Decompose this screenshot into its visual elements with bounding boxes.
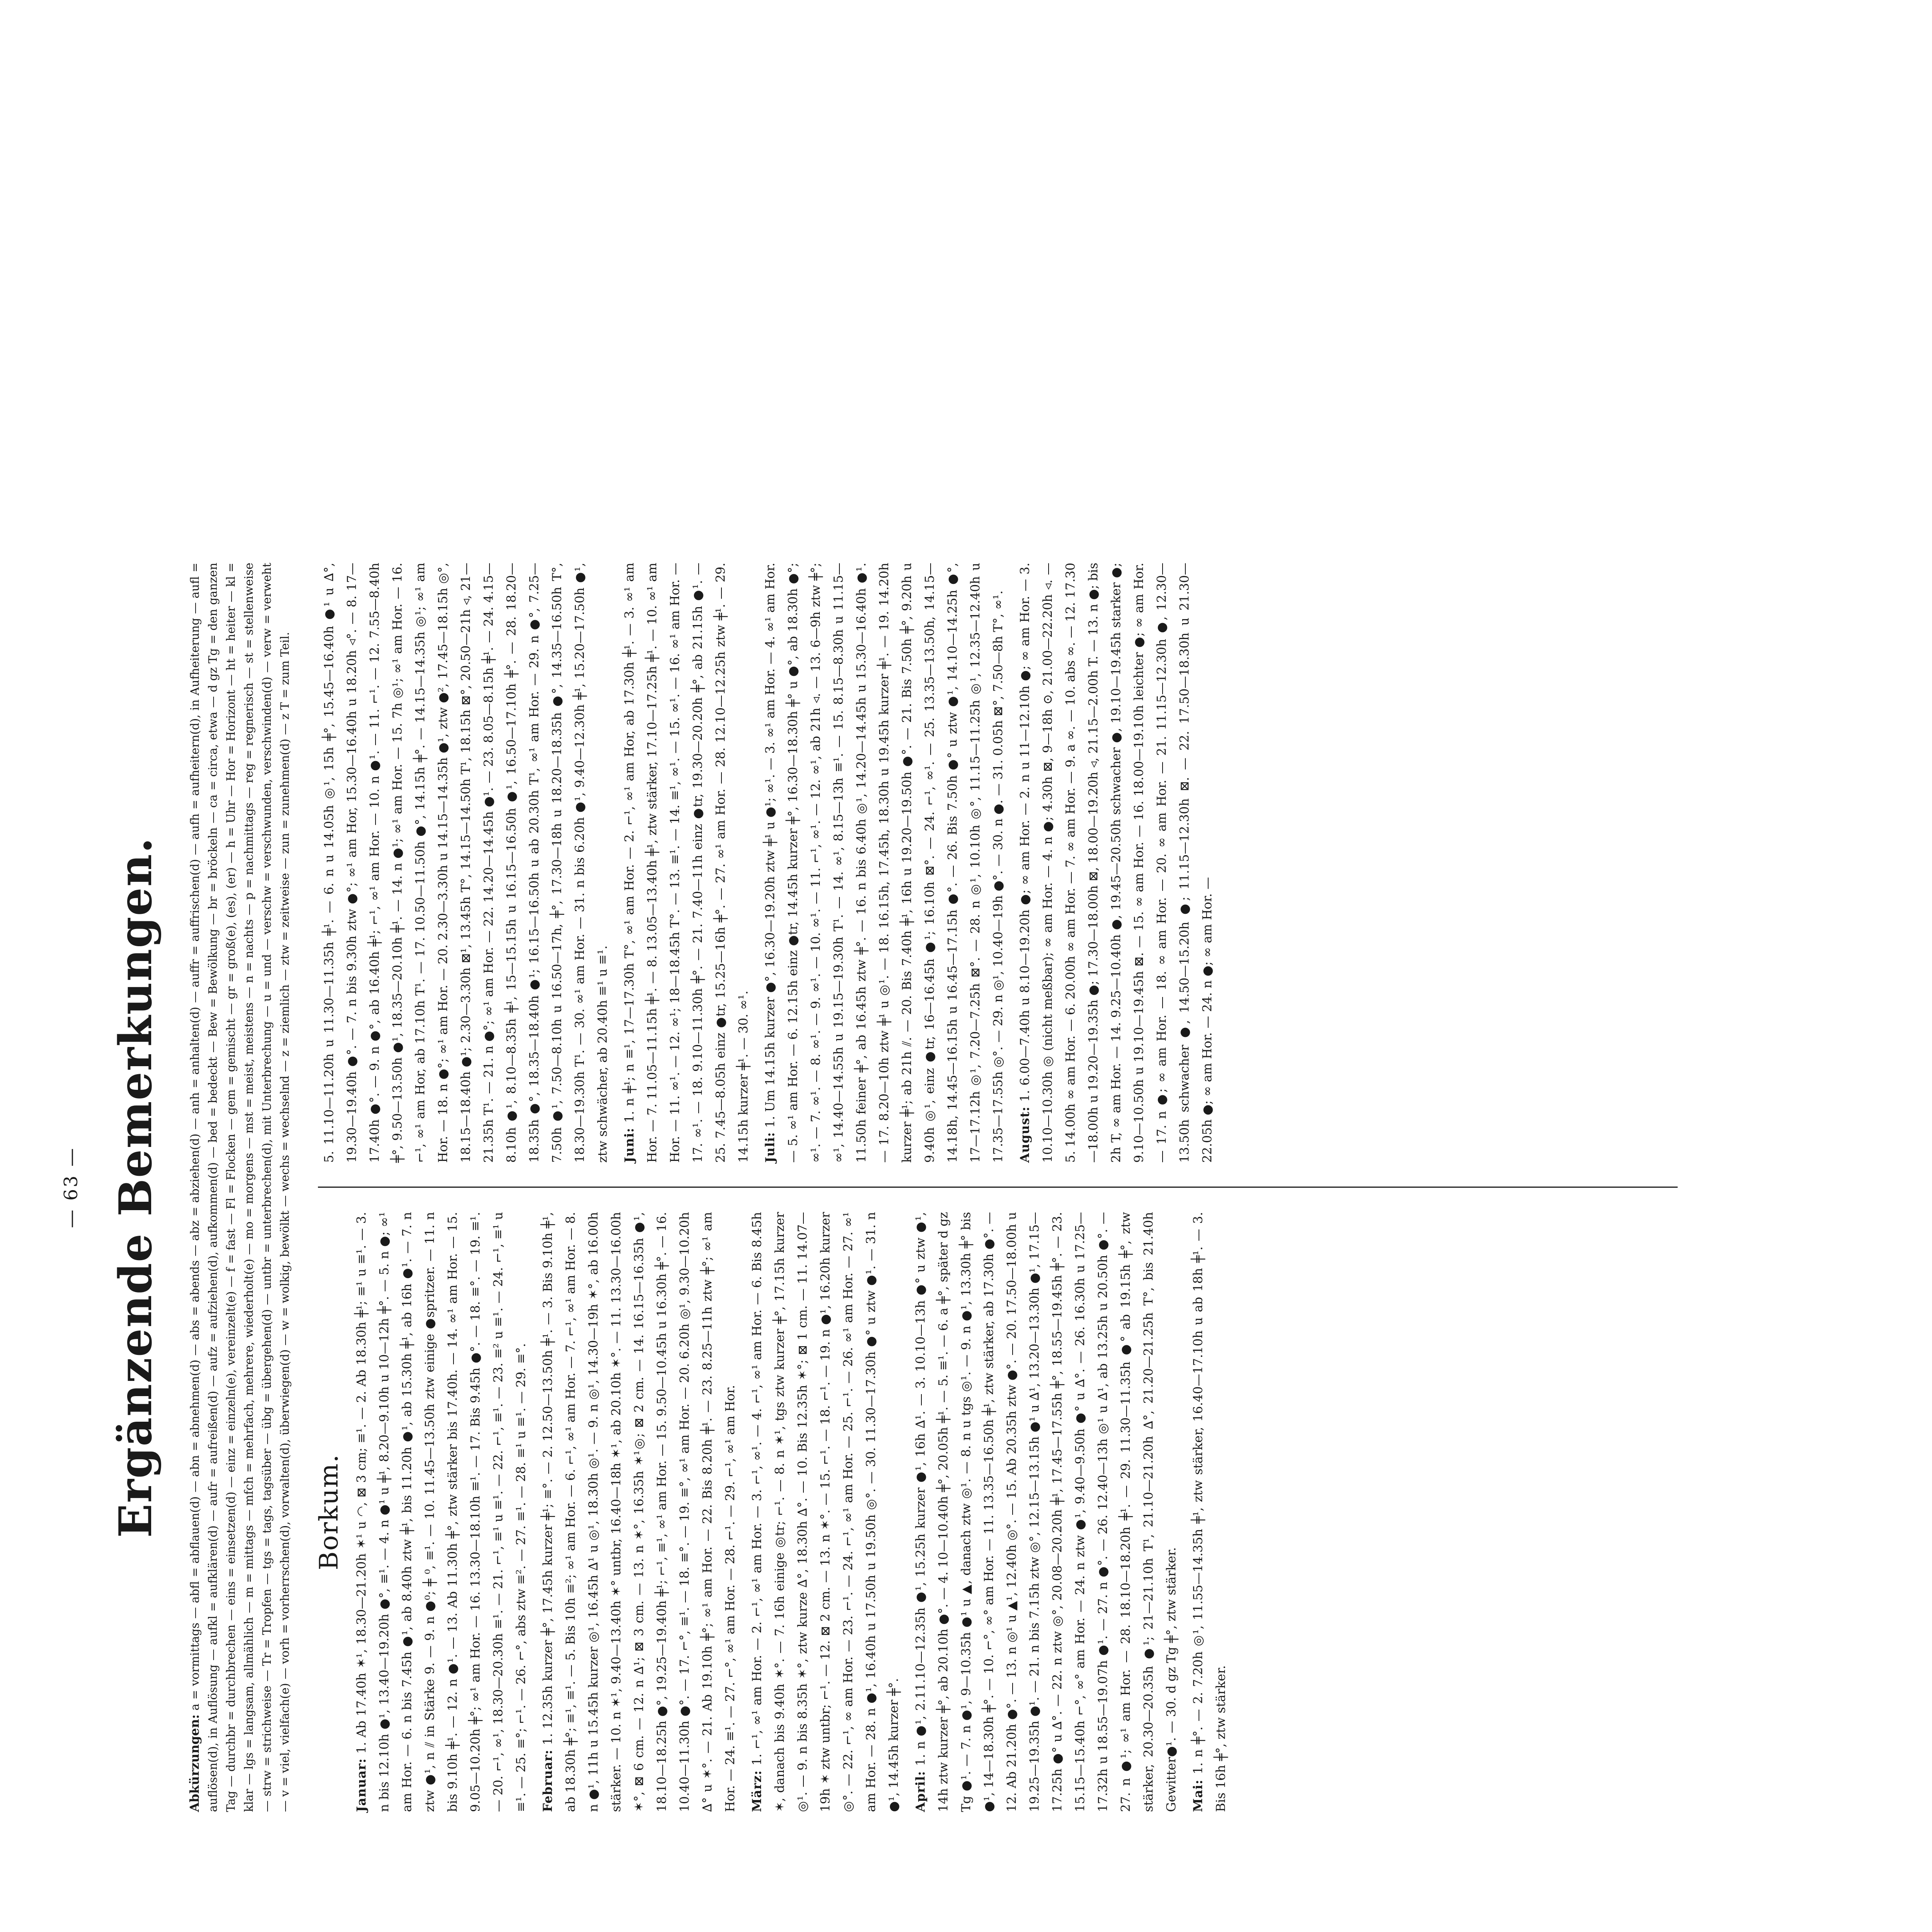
month-entry (1187, 1212, 1233, 1812)
month-label: Mai: (1191, 1779, 1205, 1812)
month-entry (350, 1212, 533, 1812)
month-entry (318, 563, 614, 1163)
month-label: August: (1018, 1106, 1032, 1163)
month-label: März: (750, 1770, 764, 1812)
month-label: Juni: (622, 1127, 637, 1163)
month-entry (746, 1212, 905, 1812)
abbreviations-text: a = vormittags — abfl = abflauen(d) — abn = abnehmen(d) — abs = abends — abz = abziehen(d) — anh = anhalten(d) — auffr = auffrischen(d) — aufh = aufheitern(d), in Aufheiterung — aufl = auflösen(d), in Auflösung — aufkl = aufklären(d) — aufr = aufreißen(d) — aufz = aufziehen(d), aufkommen(d) — bed = bedeckt — Bew = Bewölkung — br = bröckeln — ca = circa, etwa — d gz Tg = den ganzen Tag — durchbr = durchbrechen — eins = einsetzen(d) — einz = einzeln(e), vereinzelt(e) — f = fast — Fl = Flocken — gem = gemischt — gr = groß(e), (es), (er) — h = Uhr — Hor = Horizont — ht = heiter — kl = klar — lgs = langsam, allmählich — m = mittags — mfch = mehrfach, mehrere, wiederholt(e) — mo = morgens — mst = meist, meistens — n = nachts — p = nachmittags — reg = regnerisch — st = stellenweise — strw = strichweise — Tr = Tropfen — tgs = tags, tagsüber — übg = übergehen(d) — untbr = unterbrechen(d), mit Unterbrechung — u = und — verschw = verschwunden, verschwinden(d) — verw = verweht — v = viel, vielfach(e) — vorh = vorherrschen(d), vorwalten(d), überwiegen(d) — w = wolkig, bewölkt — wechs = wechselnd — z = ziemlich — ztw = zeitweise — zun = zunehmen(d) — z T = zum Teil. (188, 562, 292, 1812)
station-heading: Borkum. (314, 1454, 344, 1570)
month-entry (759, 563, 1010, 1163)
right-column (318, 563, 1678, 1163)
month-remarks: 1. ⌐¹, ∞¹ am Hor. — 2. ⌐¹, ∞¹ am Hor. — 3. ⌐¹, ∞¹. — 4. ⌐¹, ∞¹ am Hor. — 6. Bis 8.45h ✶, danach bis 9.40h ✶°. — 7. 16h einige ◎tr; ⌐¹. — 8. n ✶¹, tgs ztw kurzer ╪°, 17.15h kurzer ◎¹. — 9. n bis 8.35h ✶°, ztw kurze ∆°, 18.30h ∆°. — 10. Bis 12.35h ✶°; ⊠ 1 cm. — 11. 14.07—19h ✶ ztw untbr; ⌐¹. — 12. ⊠ 2 cm. — 13. n ✶°. — 15. ⌐¹. — 18. ⌐¹. — 19. n ●¹, 16.20h kurzer ◎°. — 22. ⌐¹, ∞ am Hor. — 23. ⌐¹. — 24. ⌐¹, ∞¹ am Hor. — 25. ⌐¹. — 26. ∞¹ am Hor. — 27. ∞¹ am Hor. — 28. n ●¹, 16.40h u 17.50h u 19.50h ◎°. — 30. 11.30—17.30h ●° u ztw ●¹. — 31. n ●¹, 14.45h kurzer ╪°. (750, 1212, 901, 1812)
month-entry (537, 1212, 742, 1812)
rotated-page (0, 487, 1932, 1932)
month-entry (909, 1212, 1183, 1812)
month-remarks: 1. 6.00—7.40h u 8.10—19.20h ●; ∞ am Hor. — 2. n u 11—12.10h ●; ∞ am Hor. — 3. 10.10—10.30h ◎ (nicht meßbar); ∞ am Hor. — 4. n ●; 4.30h ⊠, 9—18h ⊙, 21.00—22.20h ◃. — 5. 14.00h ∞ am Hor. — 6. 20.00h ∞ am Hor. — 7. ∞ am Hor. — 9. a ∞. — 10. abs ∞. — 12. 17.30—18.00h u 19.20—19.35h ●; 17.30—18.00h ⊠, 18.00—19.20h ◃, 21.15—2.00h T. — 13. n ●; bis 2h T, ∞ am Hor. — 14. 9.25—10.40h ●, 19.45—20.50h schwacher ●, 19.10—19.45h starker ●; 9.10—10.50h u 19.10—19.45h ⊠. — 15. ∞ am Hor. — 16. 18.00—19.10h leichter ●; ∞ am Hor. — 17. n ●; ∞ am Hor. — 18. ∞ am Hor. — 20. ∞ am Hor. — 21. 11.15—12.30h ●, 12.30—13.50h schwacher ●, 14.50—15.20h ●; 11.15—12.30h ⊠. — 22. 17.50—18.30h u 21.30—22.05h ●; ∞ am Hor. — 24. n ●; ∞ am Hor. — (1018, 563, 1215, 1163)
month-entry (618, 563, 755, 1163)
month-remarks: 5. 11.10—11.20h u 11.30—11.35h ╪¹. — 6. n u 14.05h ◎¹, 15h ╪°, 15.45—16.40h ●¹ u ∆°, 19.30—19.40h ●°. — 7. n bis 9.30h ztw ●°; ∞¹ am Hor, 15.30—16.40h u 18.20h ◃°. — 8. 17—17.40h ●°. — 9. n ●°, ab 16.40h ╪¹; ⌐¹, ∞¹ am Hor. — 10. n ●¹. — 11. ⌐¹. — 12. 7.55—8.40h ╪°, 9.50—13.50h ●¹, 18.35—20.10h ╪¹. — 14. n ●¹; ∞¹ am Hor. — 15. 7h ◎¹; ∞¹ am Hor. — 16. ⌐¹, ∞¹ am Hor, ab 17.10h T¹. — 17. 10.50—11.50h ●°, 14.15h ╪°. — 14.15—14.35h ◎¹; ∞¹ am Hor. — 18. n ●°; ∞¹ am Hor. — 20. 2.30—3.30h u 14.15—14.35h ●¹, ztw ●², 17.45—18.15h ◎°, 18.15—18.40h ●¹; 2.30—3.30h ⊠¹, 13.45h T°, 14.15—14.50h T¹, 18.15h ⊠°, 20.50—21h ◃, 21—21.35h T¹. — 21. n ●°; ∞¹ am Hor. — 22. 14.20—14.45h ●¹. — 23. 8.05—8.15h ╪¹. — 24. 4.15—8.10h ●¹, 8.10—8.35h ╪¹, 15—15.15h u 16.15—16.50h ●¹, 16.50—17.10h ╪°. — 28. 18.20—18.35h ●°, 18.35—18.40h ●¹; 16.15—16.50h u ab 20.30h T¹, ∞¹ am Hor. — 29. n ●°, 7.25—7.50h ●¹, 7.50—8.10h u 16.50—17h, ╪°, 17.30—18h u 18.20—18.35h ●°, 14.35—16.50h T°, 18.30—19.30h T¹. — 30. ∞¹ am Hor. — 31. n bis 6.20h ●¹, 9.40—12.30h ╪¹, 15.20—17.50h ●¹, ztw schwächer, ab 20.40h ≡¹ u ≡¹. (322, 563, 610, 1163)
month-remarks: 1. Ab 17.40h ✶¹, 18.30—21.20h ✶¹ u ◠, ⊠ 3 cm; ≡¹. — 2. Ab 18.30h ╪¹; ≡¹ u ≡¹. — 3. n bis 12.10h ●¹, 13.40—19.20h ●°, ≡¹. — 4. n ●¹ u ╪¹, 8.20—9.10h u 10—12h ╪°. — 5. n ●; ∞¹ am Hor. — 6. n bis 7.45h ●¹, ab 8.40h ztw ╪¹, bis 11.20h ●¹, ab 15.30h ╪¹, ab 16h ●¹. — 7. n ztw ●¹, n ⫽ in Stärke 9. — 9. n ●⁰; ╪ ⁰, ≡¹. — 10. 11.45—13.50h ztw einige ●spritzer. — 11. n bis 9.10h ╪¹. — 12. n ●¹. — 13. Ab 11.30h ╪°, ztw stärker bis 17.40h. — 14. ∞¹ am Hor. — 15. 9.05—10.20h ╪°; ∞¹ am Hor. — 16. 13.30—18.10h ≡¹. — 17. Bis 9.45h ●°. — 18. ≡°. — 19. ≡¹. — 20. ⌐¹, ∞¹, 18.30—20.30h ≡¹. — 21. ⌐¹, ≡¹ u ≡¹. — 22. ⌐¹, ≡¹. — 23. ≡² u ≡¹. — 24. ⌐¹, ≡¹ u ≡¹. — 25. ≡°; ⌐¹. — 26. ⌐°, abs ztw ≡². — 27. ≡¹. — 28. ≡¹ u ≡¹. — 29. ≡°. (354, 1212, 528, 1812)
month-remarks: 1. Um 14.15h kurzer ●°, 16.30—19.20h ztw ╪¹ u ●¹; ∞¹. — 3. ∞¹ am Hor. — 4. ∞¹ am Hor. — 5. ∞¹ am Hor. — 6. 12.15h einz ●tr, 14.45h kurzer ╪°, 16.30—18.30h ╪° u ●°, ab 18.30h ●°; ∞¹. — 7. ∞¹. — 8. ∞¹. — 9. ∞¹. — 10. ∞¹. — 11. ⌐¹, ∞¹. — 12. ∞¹, ab 21h ◃. — 13. 6—9h ztw ╪°; ∞¹, 14.40—14.55h u 19.15—19.30h T¹. — 14. ∞¹, 8.15—13h ≡¹. — 15. 8.15—8.30h u 11.15—11.50h feiner ╪°, ab 16.45h ztw ╪°. — 16. n bis 6.40h ◎¹, 14.20—14.45h u 15.30—16.40h ●¹. — 17. 8.20—10h ztw ╪¹ u ◎¹. — 18. 16.15h, 17.45h, 18.30h u 19.45h kurzer ╪¹. — 19. 14.20h kurzer ╪¹; ab 21h ⫽. — 20. Bis 7.40h ╪¹, 16h u 19.20—19.50h ●°. — 21. Bis 7.50h ╪°, 9.20h u 9.40h ◎¹, einz ●tr, 16—16.45h ●¹; 16.10h ⊠°. — 24. ⌐¹, ∞¹. — 25. 13.35—13.50h, 14.15—14.18h, 14.45—16.15h u 16.45—17.15h ●°. — 26. Bis 7.50h ●° u ztw ●¹, 14.10—14.25h ●°, 17—17.12h ◎¹, 7.20—7.25h ⊠°. — 28. n ◎¹, 10.10h ◎°, 11.15—11.25h ◎¹, 12.35—12.40h u 17.35—17.55h ◎°. — 29. n ◎¹, 10.40—19h ●°. — 30. n ●. — 31. 0.05h ⊠°, 7.50—8h T°, ∞¹. (763, 563, 1005, 1163)
page-number: — 63 — (60, 1147, 82, 1228)
month-remarks: 1. n ●¹, 2.11.10—12.35h ●¹, 15.25h kurzer ●¹, 16h ∆¹. — 3. 10.10—13h ●° u ztw ●¹, 14h ztw kurzer ╪°, ab 20.10h ●°. — 4. 10—10.40h ╪°, 20.05h ╪¹. — 5. ≡¹. — 6. a ╪°, später d gz Tg ●¹. — 7. n ●¹, 9—10.35h ●¹ u ▲, danach ztw ◎¹. — 8. n u tgs ◎¹. — 9. n ●¹, 13.30h ╪° bis ●¹, 14—18.30h ╪°. — 10. ⌐°, ∞° am Hor. — 11. 13.35—16.50h ╪¹, ztw stärker, ab 17.30h ●°. — 12. Ab 21.20h ●°. — 13. n ◎¹ u ▲¹, 12.40h ◎°. — 15. Ab 20.35h ztw ●°. — 20. 17.50—18.00h u 19.25—19.35h ●¹. — 21. n bis 7.15h ztw ◎°, 12.15—13.15h ●¹ u ∆¹, 13.20—13.30h ●¹, 17.15—17.25h ●° u ∆°. — 22. n ztw ◎°, 20.08—20.20h ╪¹, 17.45—17.55h ╪°, 18.55—19.45h ╪°. — 23. 15.15—15.40h ⌐°, ∞° am Hor. — 24. n ztw ●¹, 9.40—9.50h ●° u ∆°. — 26. 16.30h u 17.25—17.32h u 18.55—19.07h ●¹. — 27. n ●°. — 26. 12.40—13h ◎¹ u ∆¹, ab 13.25h u 20.50h ●°. — 27. n ●¹; ∞¹ am Hor. — 28. 18.10—18.20h ╪¹. — 29. 11.30—11.35h ●° ab 19.15h ╪°, ztw stärker, 20.30—20.35h ●¹; 21—21.10h T¹, 21.10—21.20h ∆°, 21.20—21.25h T°, bis 21.40h Gewitter●¹. — 30. d gz Tg ╪°, ztw stärker. (913, 1212, 1179, 1812)
month-entry (1014, 563, 1219, 1163)
month-remarks: 1. n ╪°. — 2. 7.20h ◎¹, 11.55—14.35h ╪¹, ztw stärker, 16.40—17.10h u ab 18h ╪¹. — 3. Bis 16h ╪°, ztw stärker. (1191, 1212, 1228, 1812)
left-column (314, 1212, 1678, 1812)
month-label: Februar: (541, 1749, 555, 1812)
month-remarks: 1. 12.35h kurzer ╪°, 17.45h kurzer ╪¹; ≡°. — 2. 12.50—13.50h ╪¹. — 3. Bis 9.10h ╪¹, ab 18.30h ╪°; ≡¹, ≡¹. — 5. Bis 10h ≡²; ∞¹ am Hor. — 6. ⌐¹, ∞¹ am Hor. — 7. ⌐¹, ∞¹ am Hor. — 8. n ●¹, 11h u 15.45h kurzer ◎¹, 16.45h ∆¹ u ◎¹, 18.30h ◎¹. — 9. n ◎¹, 14.30—19h ✶°, ab 16.00h stärker. — 10. n ✶¹, 9.40—13.40h ✶° untbr, 16.40—18h ✶¹, ab 20.10h ✶°. — 11. 13.30—16.00h ✶°, ⊠ 6 cm. — 12. n ∆¹; ⊠ 3 cm. — 13. n ✶°, 16.35h ✶¹◎; ⊠ 2 cm. — 14. 16.15—16.35h ●¹, 18.10—18.25h ●°, 19.25—19.40h ╪¹; ⌐¹, ≡¹, ∞¹ am Hor. — 15. 9.50—10.45h u 16.30h ╪°. — 16. 10.40—11.30h ●°. — 17. ⌐°, ≡¹. — 18. ≡°. — 19. ≡°, ∞¹ am Hor. — 20. 6.20h ◎¹, 9.30—10.20h ∆° u ✶°. — 21. Ab 19.10h ╪°; ∞¹ am Hor. — 22. Bis 8.20h ╪¹. — 23. 8.25—11h ztw ╪°; ∞¹ am Hor. — 24. ≡¹. — 27. ⌐°, ∞¹ am Hor. — 28. ⌐¹. — 29. ⌐¹, ∞¹ am Hor. (541, 1212, 737, 1812)
month-label: April: (913, 1770, 928, 1812)
month-remarks: 1. n ╪¹; n ≡¹, 17—17.30h T°, ∞¹ am Hor. — 2. ⌐¹, ∞¹ am Hor, ab 17.30h ╪¹. — 3. ∞¹ am Hor. — 7. 11.05—11.15h ╪¹. — 8. 13.05—13.40h ╪¹, ztw stärker, 17.10—17.25h ╪¹. — 10. ∞¹ am Hor. — 11. ∞¹. — 12. ∞¹; 18—18.45h T°. — 13. ≡¹. — 14. ≡¹, ∞¹. — 15. ∞¹. — 16. ∞¹ am Hor. — 17. ∞¹. — 18. 9.10—11.30h ╪°. — 21. 7.40—11h einz ●tr, 19.30—20.20h ╪°, ab 21.15h ●¹. — 25. 7.45—8.05h einz ●tr, 15.25—16h ╪°. — 27. ∞¹ am Hor. — 28. 12.10—12.25h ztw ╪¹. — 29. 14.15h kurzer ╪¹. — 30. ∞¹. (622, 562, 751, 1163)
abbreviations-paragraph (186, 563, 294, 1812)
month-label: Juli: (763, 1132, 777, 1163)
columns (314, 562, 1678, 1812)
page-title: Ergänzende Bemerkungen. (110, 837, 162, 1538)
month-label: Januar: (354, 1758, 369, 1812)
column-divider (318, 1187, 1678, 1188)
abbreviations-label: Abkürzungen: (188, 1714, 202, 1812)
